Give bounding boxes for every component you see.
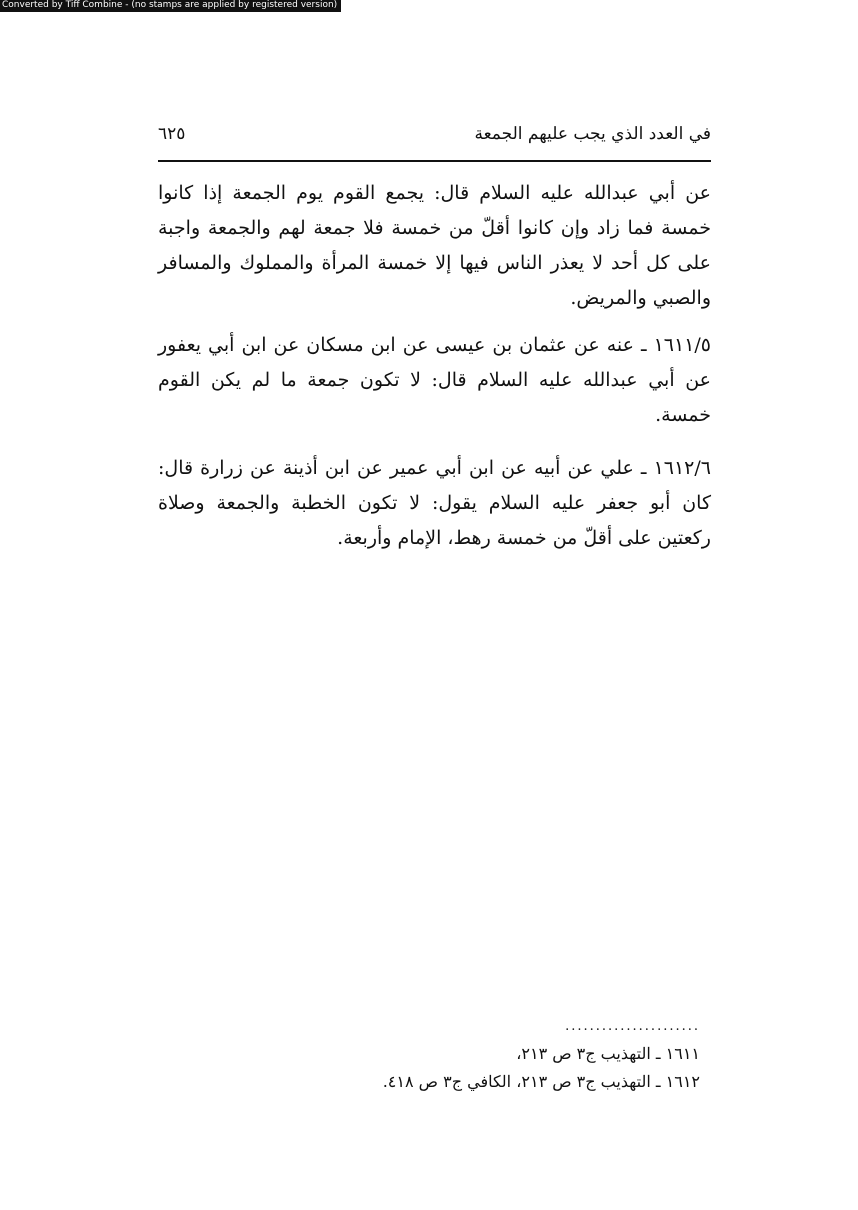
page-number: ٦٢٥ (158, 124, 186, 144)
hadith-paragraph: عن أبي عبدالله عليه السلام قال: يجمع القوم يوم الجمعة إذا كانوا خمسة فما زاد وإن كانوا أقلّ من خمسة فلا جمعة لهم والجمعة واجبة على كل أحد لا يعذر الناس فيها إلا خمسة المرأة والمملوك والمسافر والصبي والمريض. (158, 182, 711, 309)
footnote-item: ١٦١١ ـ التهذيب ج٣ ص ٢١٣، (516, 1044, 700, 1063)
hadith-paragraph: ١٦١٢/٦ ـ علي عن أبيه عن ابن أبي عمير عن ابن أذينة عن زرارة قال: كان أبو جعفر عليه السلام يقول: لا تكون الخطبة والجمعة وصلاة ركعتين على أقلّ من خمسة رهط، الإمام وأربعة. (158, 457, 711, 549)
page-header (158, 120, 711, 156)
footnote-item: ١٦١٢ ـ التهذيب ج٣ ص ٢١٣، الكافي ج٣ ص ٤١٨. (382, 1072, 700, 1091)
main-text (158, 176, 711, 574)
hadith-paragraph: ١٦١١/٥ ـ عنه عن عثمان بن عيسى عن ابن مسكان عن ابن أبي يعفور عن أبي عبدالله عليه السلام قال: لا تكون جمعة ما لم يكن القوم خمسة. (158, 334, 711, 426)
conversion-banner: Converted by Tiff Combine - (no stamps are applied by registered version) (0, 0, 341, 12)
header-rule (158, 160, 711, 162)
footnote-separator: ...................... (565, 1019, 700, 1034)
chapter-title: في العدد الذي يجب عليهم الجمعة (474, 124, 711, 144)
footnotes (360, 1018, 700, 1096)
